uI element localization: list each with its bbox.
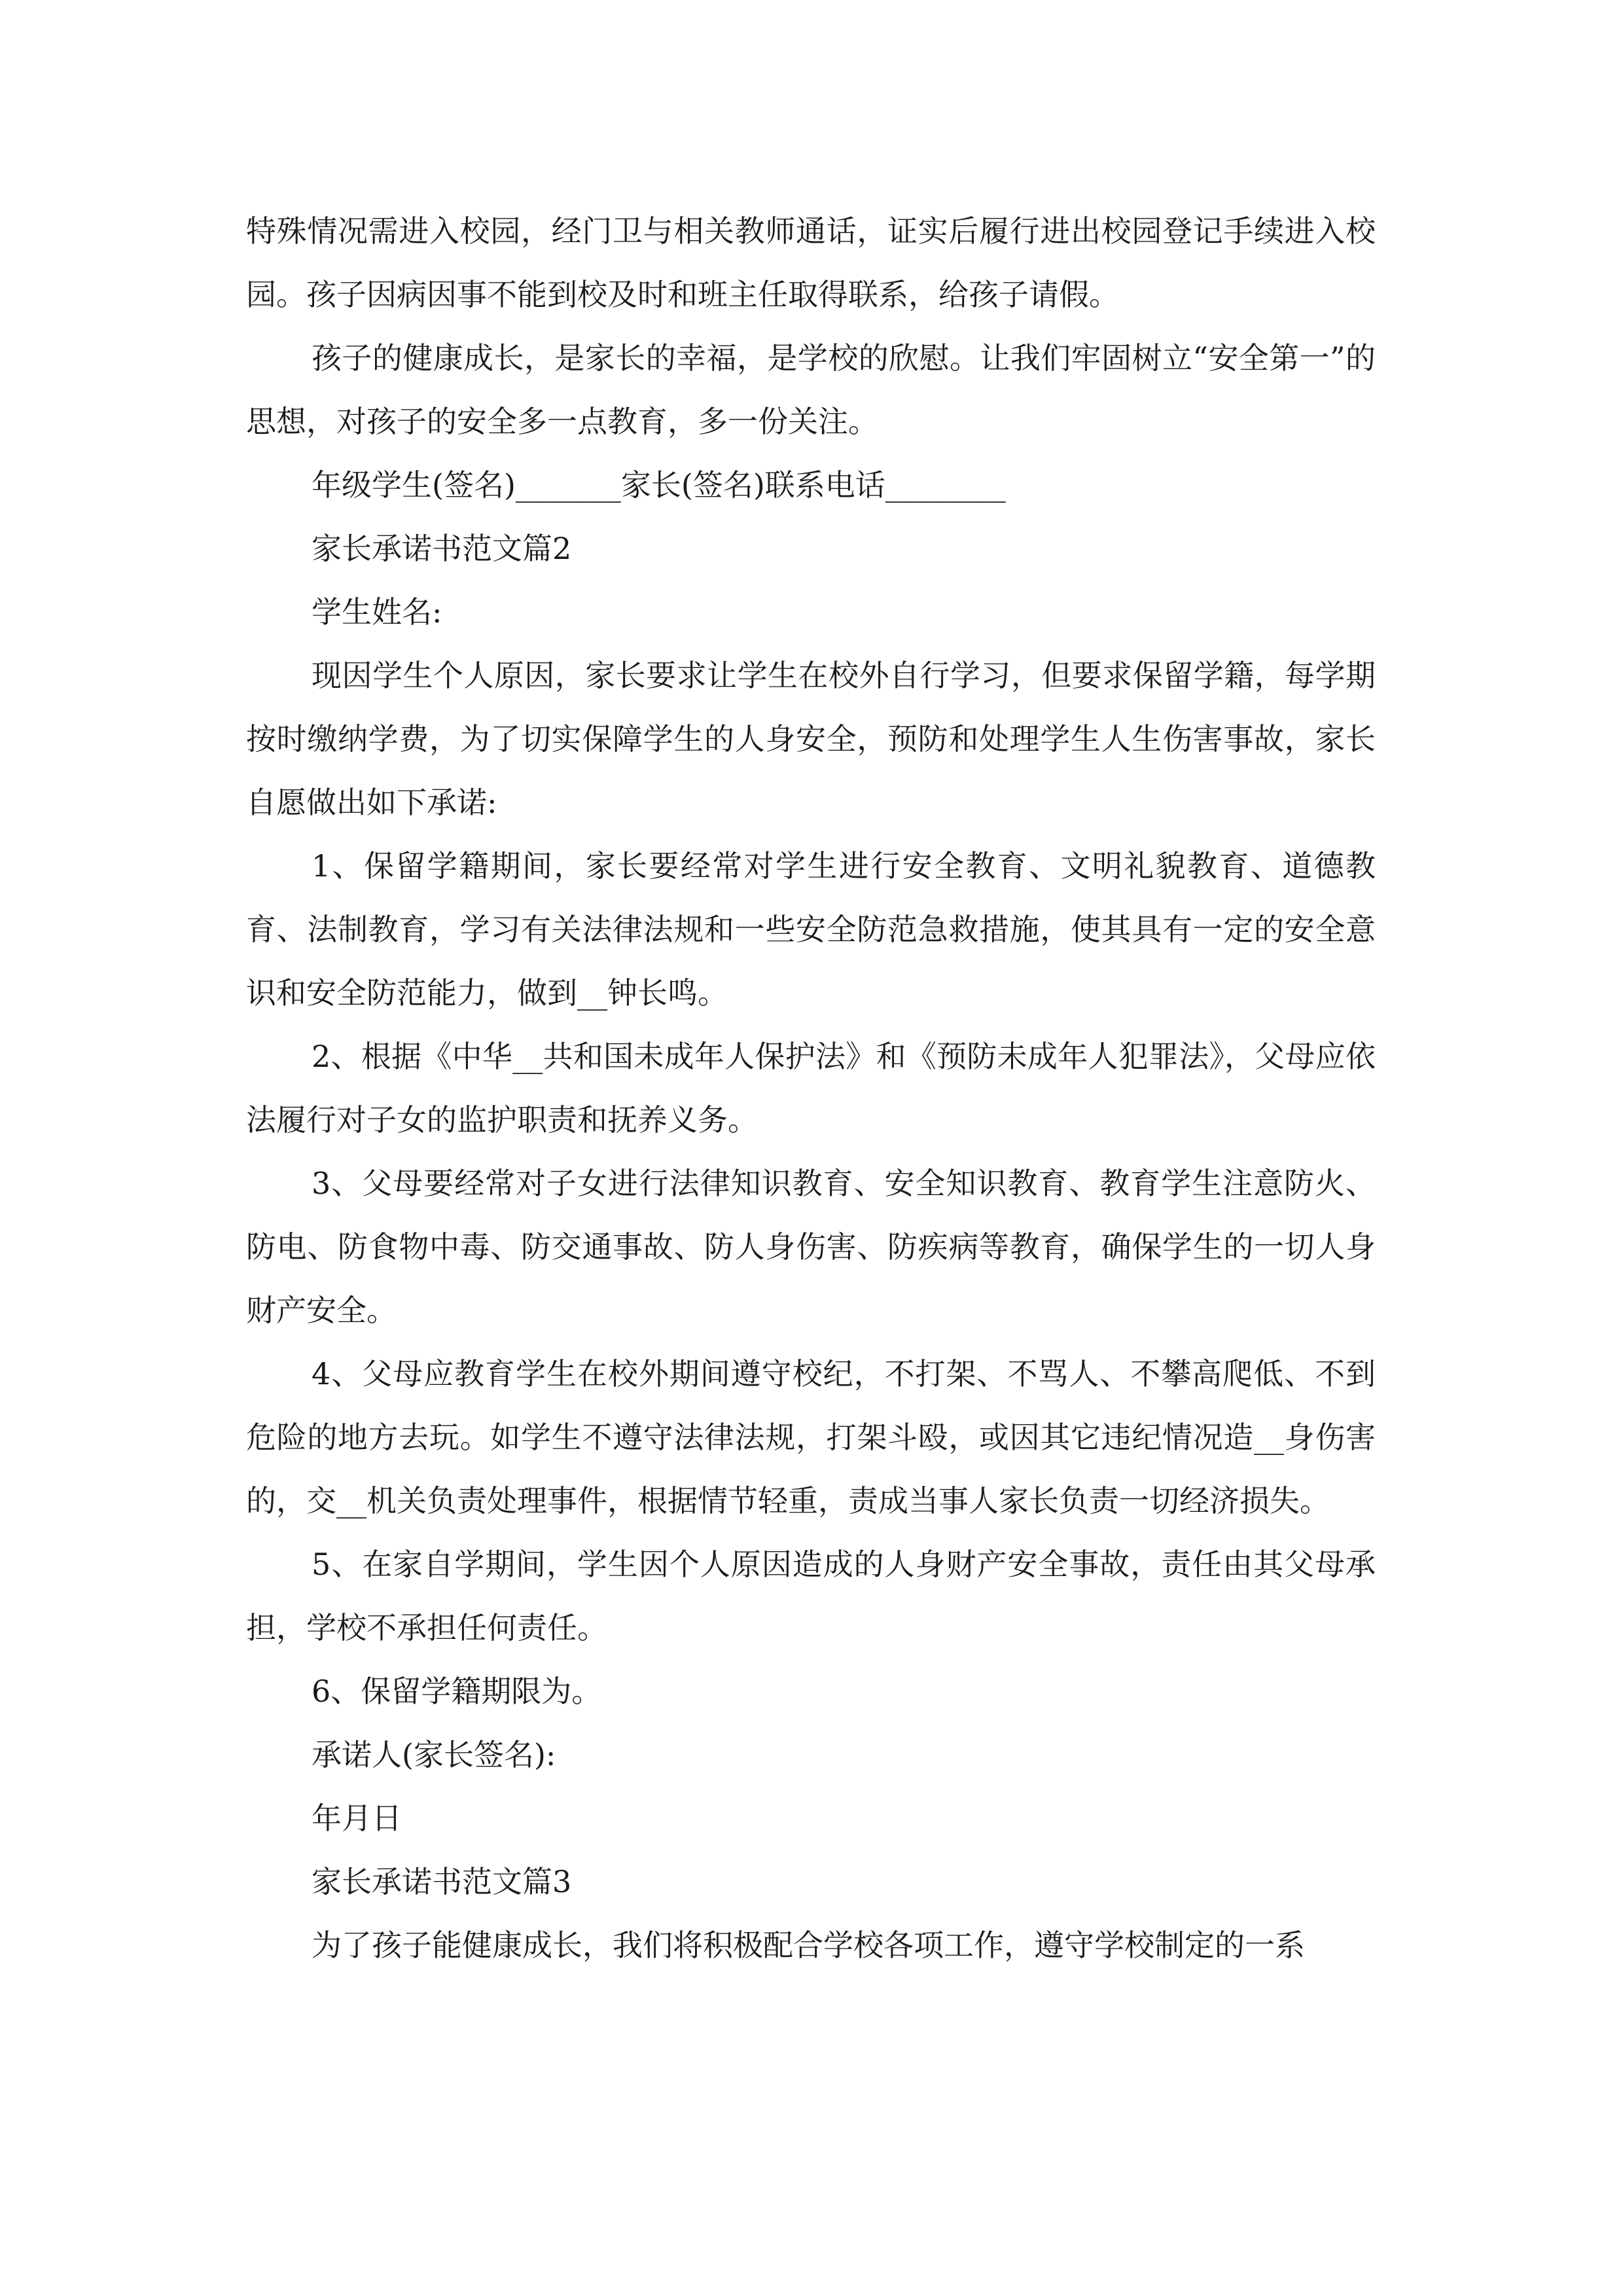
section-heading-2: 家长承诺书范文篇2 xyxy=(312,531,572,566)
paragraph-continuation: 特殊情况需进入校园，经门卫与相关教师通话，证实后履行进出校园登记手续进入校园。孩子因病因事不能到校及时和班主任取得联系，给孩子请假。 xyxy=(246,213,1376,312)
section-heading-3: 家长承诺书范文篇3 xyxy=(312,1864,572,1899)
paragraph-intro: 现因学生个人原因，家长要求让学生在校外自行学习，但要求保留学籍，每学期按时缴纳学费，为了切实保障学生的人身安全，预防和处理学生人生伤害事故，家长自愿做出如下承诺: xyxy=(246,658,1376,820)
list-item-4: 4、父母应教育学生在校外期间遵守校纪，不打架、不骂人、不攀高爬低、不到危险的地方去玩。如学生不遵守法律法规，打架斗殴，或因其它违纪情况造__身伤害的，交__机关负责处理事件，根据情节轻重，责成当事人家长负责一切经济损失。 xyxy=(246,1356,1376,1518)
list-item-1: 1、保留学籍期间，家长要经常对学生进行安全教育、文明礼貌教育、道德教育、法制教育，学习有关法律法规和一些安全防范急救措施，使其具有一定的安全意识和安全防范能力，做到__钟长鸣。 xyxy=(246,848,1376,1011)
signature-line: 年级学生(签名)_______家长(签名)联系电话________ xyxy=(312,467,1006,503)
list-item-6: 6、保留学籍期限为。 xyxy=(312,1674,602,1709)
list-item-5: 5、在家自学期间，学生因个人原因造成的人身财产安全事故，责任由其父母承担，学校不承担任何责任。 xyxy=(246,1547,1376,1645)
document-body xyxy=(246,200,1376,1977)
student-name-line: 学生姓名: xyxy=(312,594,442,630)
date-line: 年月日 xyxy=(312,1801,402,1836)
paragraph-closing-statement: 孩子的健康成长，是家长的幸福，是学校的欣慰。让我们牢固树立“安全第一”的思想，对孩子的安全多一点教育，多一份关注。 xyxy=(246,340,1376,439)
paragraph-section-3-start: 为了孩子能健康成长，我们将积极配合学校各项工作，遵守学校制定的一系 xyxy=(312,1928,1305,1963)
list-item-3: 3、父母要经常对子女进行法律知识教育、安全知识教育、教育学生注意防火、防电、防食物中毒、防交通事故、防人身伤害、防疾病等教育，确保学生的一切人身财产安全。 xyxy=(246,1166,1376,1328)
list-item-2: 2、根据《中华__共和国未成年人保护法》和《预防未成年人犯罪法》，父母应依法履行对子女的监护职责和抚养义务。 xyxy=(246,1039,1376,1138)
promisor-signature-line: 承诺人(家长签名): xyxy=(312,1737,556,1772)
